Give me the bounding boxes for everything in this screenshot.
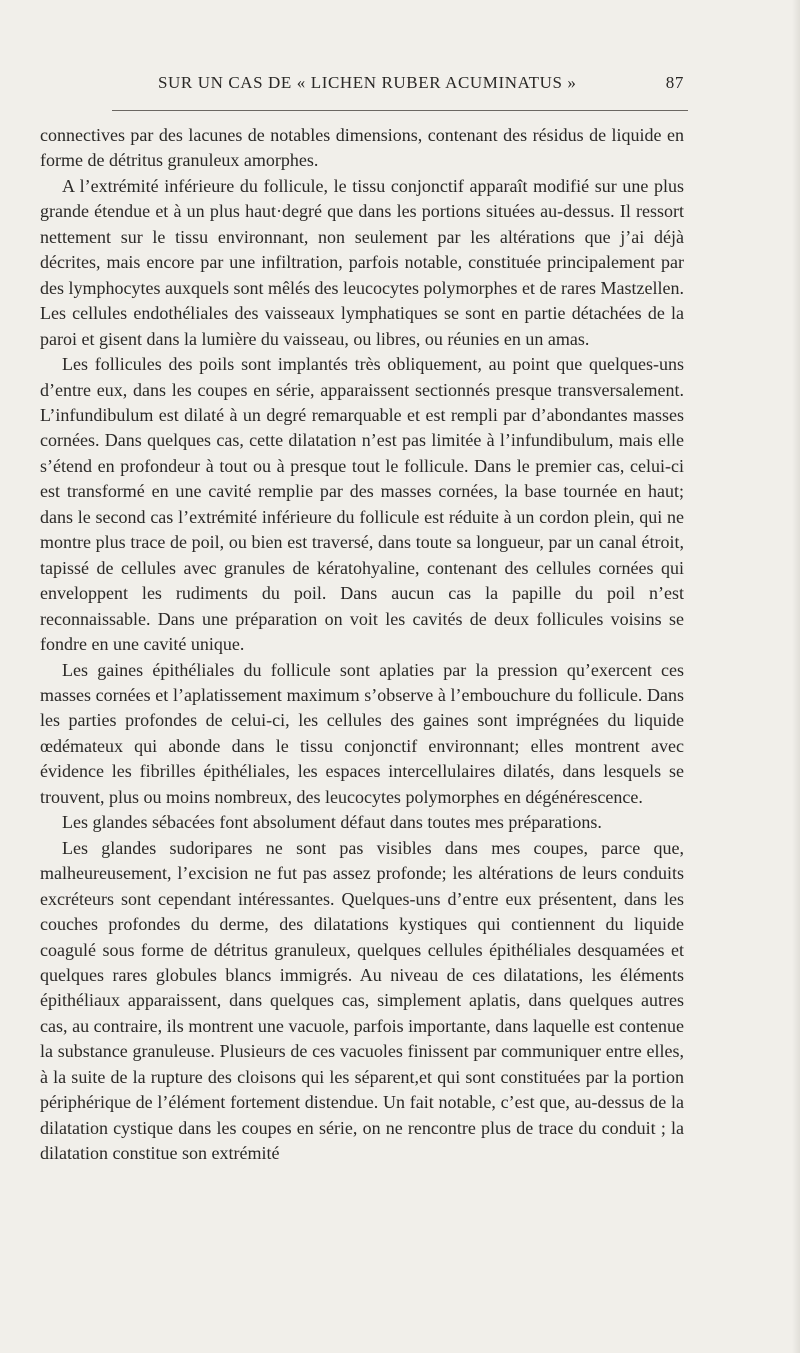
paragraph: A l’extrémité inférieure du follicule, le tissu conjonctif apparaît modifié sur une plus grande étendue et à un plus haut·degré que dans les portions situées au-dessus. Il ressort nettement sur le tissu environnant, non seulement par les altérations que j’ai déjà décrites, mais encore par une infiltration, parfois notable, constituée principalement par des lymphocytes auxquels sont mêlés des leucocytes polymorphes et de rares Mastzellen. Les cellules endothéliales des vaisseaux lymphatiques se sont en partie détachées de la paroi et gisent dans la lumière du vaisseau, ou libres, ou réunies en un amas.	[40, 175, 684, 349]
page-edge-shadow	[792, 0, 800, 1353]
paragraph: Les glandes sébacées font absolument défaut dans toutes mes préparations.	[62, 812, 602, 833]
running-header	[158, 73, 688, 101]
header-rule	[112, 110, 688, 111]
paragraph: Les follicules des poils sont implantés très obliquement, au point que quelques-uns d’entre eux, dans les coupes en série, apparaissent sectionnés presque transversalement. L’infundibulum est dilaté à un degré remarquable et est rempli par d’abondantes masses cornées. Dans quelques cas, cette dilatation n’est pas limitée à l’infundibulum, mais elle s’étend en profondeur à tout ou à presque tout le follicule. Dans le premier cas, celui-ci est transformé en une cavité remplie par des masses cornées, la base tournée en haut; dans le second cas l’extrémité inférieure du follicule est réduite à un cordon plein, qui ne montre plus trace de poil, ou bien est traversé, dans toute sa longueur, par un canal étroit, tapissé de cellules avec granules de kératohyaline, contenant des cellules cornées qui enveloppent les rudiments du poil. Dans aucun cas la papille du poil n’est reconnaissable. Dans une préparation on voit les cavités de deux follicules voisins se fondre en une cavité unique.	[40, 354, 684, 655]
paragraph-continued: connectives par des lacunes de notables dimensions, contenant des résidus de liquide en forme de détritus granuleux amorphes.	[40, 125, 684, 171]
paragraph: Les gaines épithéliales du follicule sont aplaties par la pression qu’exercent ces masses cornées et l’aplatissement maximum s’observe à l’embouchure du follicule. Dans les parties profondes de celui-ci, les cellules des gaines sont imprégnées du liquide œdémateux qui abonde dans le tissu conjonctif environnant; elles montrent avec évidence les fibrilles épithéliales, les espaces intercellulaires dilatés, dans lesquels se trouvent, plus ou moins nombreux, des leucocytes polymorphes en dégénérescence.	[40, 659, 684, 807]
running-title: SUR UN CAS DE « LICHEN RUBER ACUMINATUS »	[158, 73, 577, 92]
body-text	[40, 123, 684, 1167]
page-number: 87	[665, 73, 684, 92]
paragraph: Les glandes sudoripares ne sont pas visibles dans mes coupes, parce que, malheureusement, l’excision ne fut pas assez profonde; les altérations de leurs conduits excréteurs sont cependant intéressantes. Quelques-uns d’entre eux présentent, dans les couches profondes du derme, des dilatations kystiques qui contiennent du liquide coagulé sous forme de détritus granuleux, quelques cellules épithéliales desquamées et quelques rares globules blancs immigrés. Au niveau de ces dilatations, les éléments épithéliaux apparaissent, dans quelques cas, simplement aplatis, dans quelques autres cas, au contraire, ils montrent une vacuole, parfois importante, dans laquelle est contenue la substance granuleuse. Plusieurs de ces vacuoles finissent par communiquer entre elles, à la suite de la rupture des cloisons qui les séparent,et qui sont constituées par la portion périphérique de l’élément fortement distendue. Un fait notable, c’est que, au-dessus de la dilatation cystique dans les coupes en série, on ne rencontre plus de trace du conduit ; la dilatation constitue son extrémité	[40, 837, 684, 1164]
